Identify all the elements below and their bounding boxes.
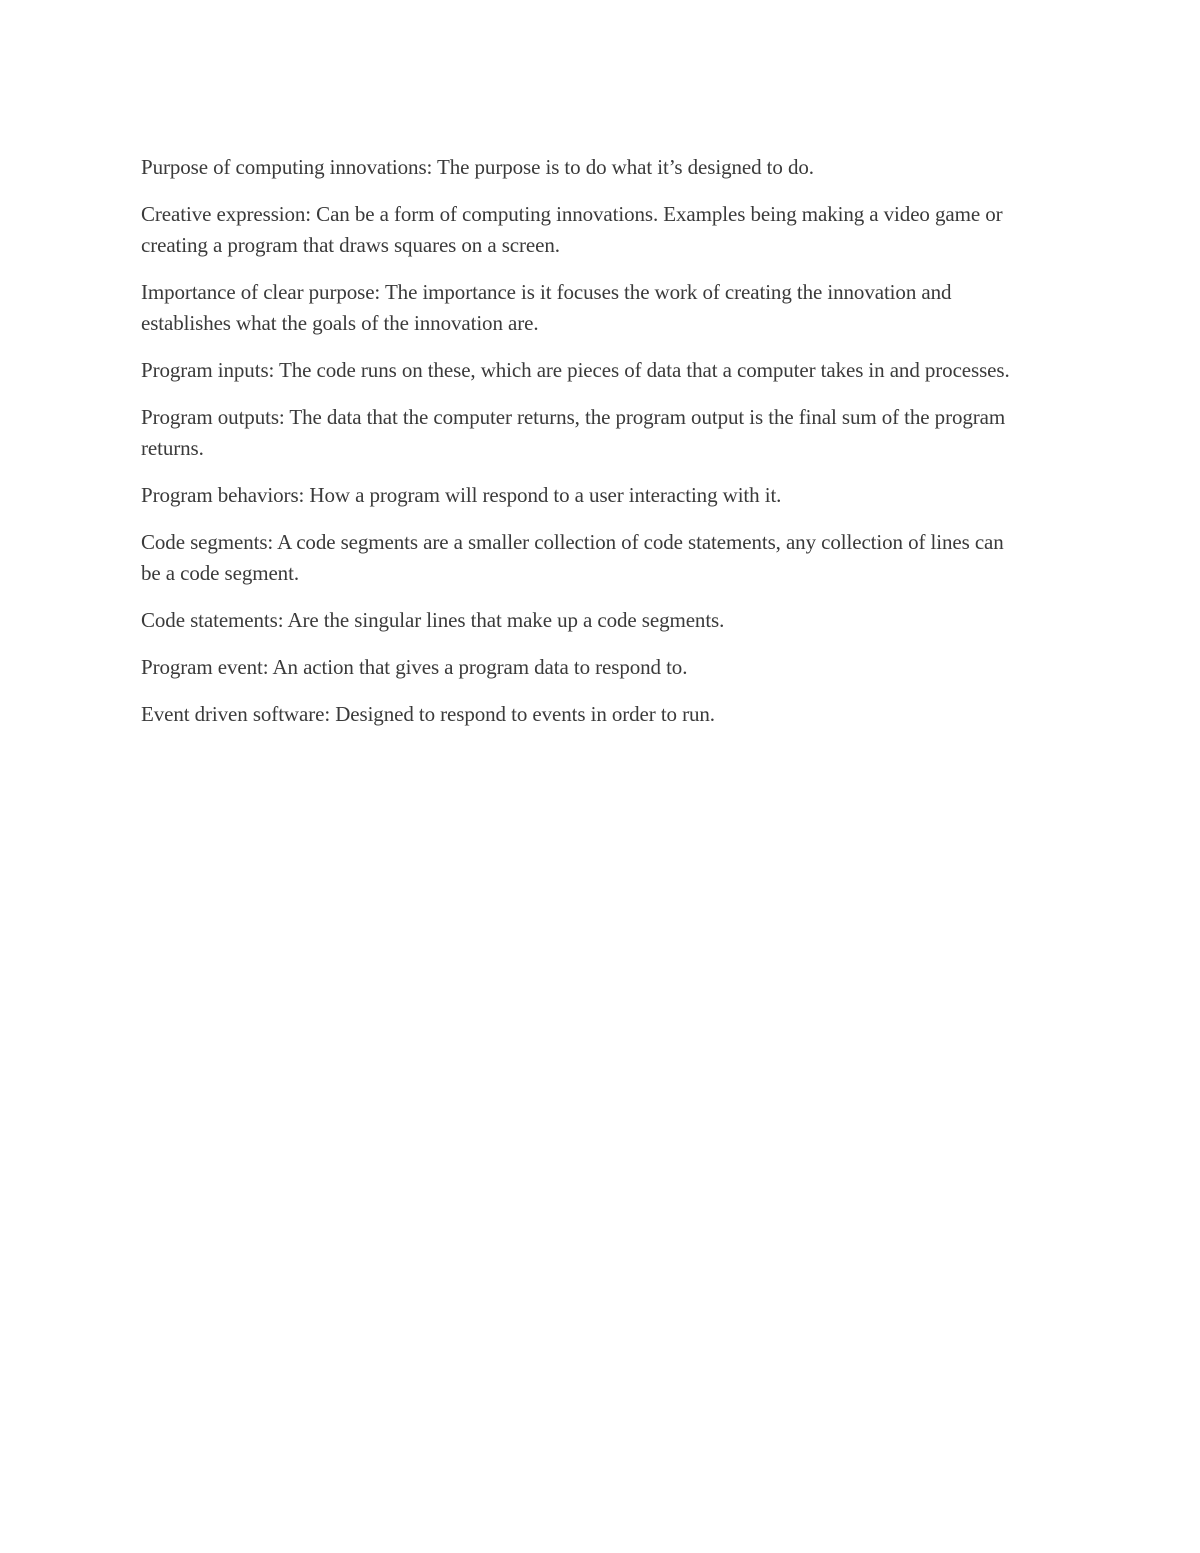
paragraph-creative-expression: Creative expression: Can be a form of computing innovations. Examples being making a video game or creating a program that draws squares on a screen. xyxy=(141,202,1003,257)
paragraph-program-inputs: Program inputs: The code runs on these, which are pieces of data that a computer takes in and processes. xyxy=(141,358,1010,382)
paragraph-code-segments: Code segments: A code segments are a smaller collection of code statements, any collection of lines can be a code segment. xyxy=(141,530,1004,585)
paragraph-code-statements: Code statements: Are the singular lines that make up a code segments. xyxy=(141,608,725,632)
paragraph-event-driven-software: Event driven software: Designed to respond to events in order to run. xyxy=(141,702,715,726)
paragraph-importance-of-clear-purpose: Importance of clear purpose: The importance is it focuses the work of creating the innovation and establishes what the goals of the innovation are. xyxy=(141,280,952,335)
paragraph-program-event: Program event: An action that gives a program data to respond to. xyxy=(141,655,688,679)
paragraph-program-outputs: Program outputs: The data that the computer returns, the program output is the final sum of the program returns. xyxy=(141,405,1006,460)
document-body xyxy=(141,152,1021,746)
paragraph-purpose-of-computing-innovations: Purpose of computing innovations: The purpose is to do what it’s designed to do. xyxy=(141,155,814,179)
paragraph-program-behaviors: Program behaviors: How a program will respond to a user interacting with it. xyxy=(141,483,782,507)
